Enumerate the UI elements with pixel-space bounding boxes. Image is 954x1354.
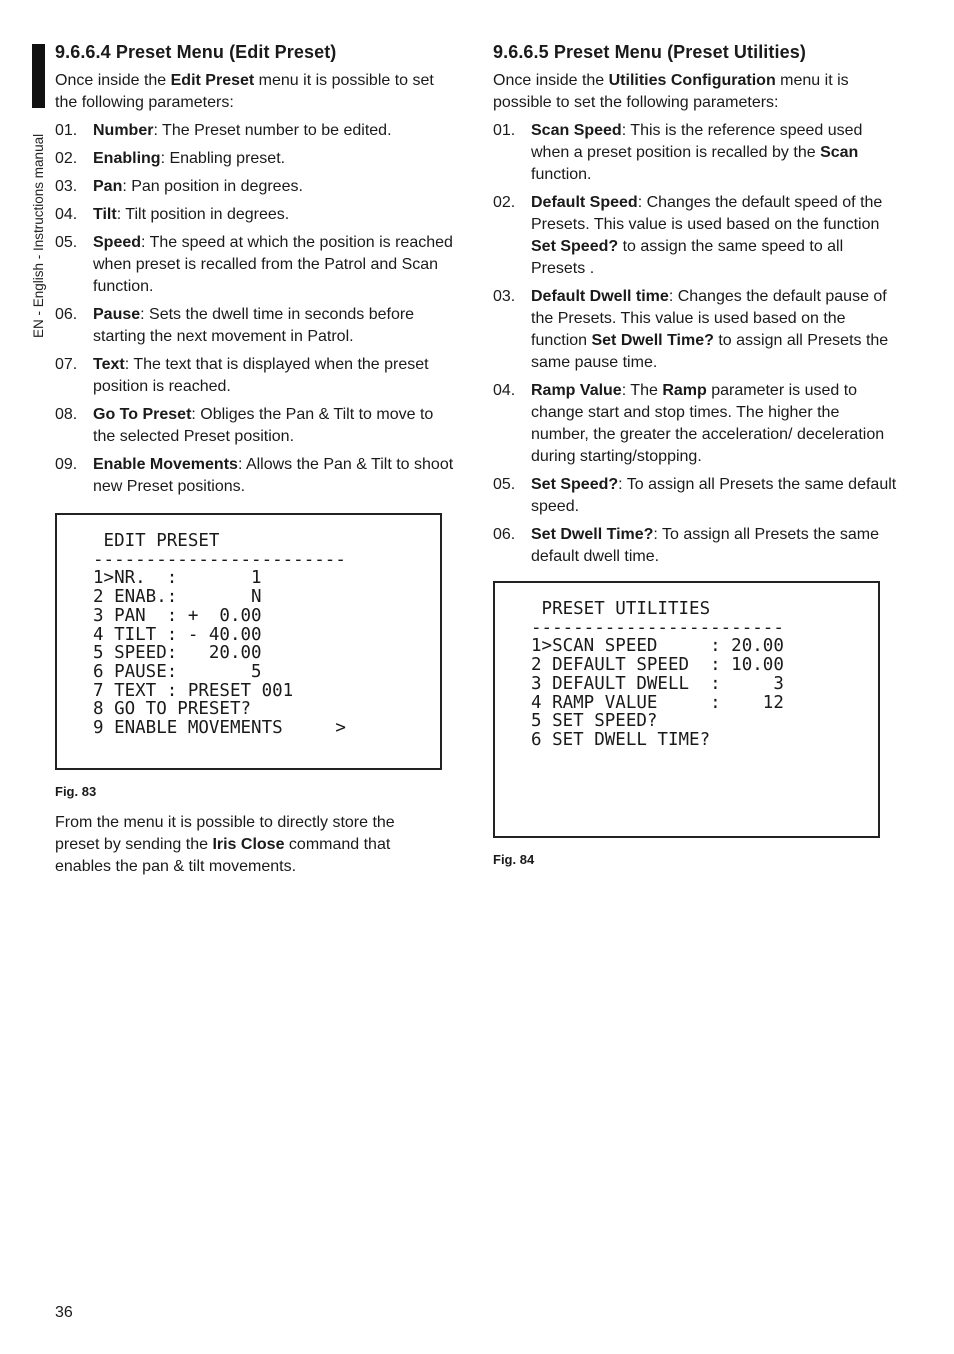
list-item: [493, 286, 898, 374]
osd-screen-preset-utilities: [493, 581, 880, 838]
osd-text: PRESET UTILITIES ------------------------ 1>SCAN SPEED : 20.00 2 DEFAULT SPEED : 10.00 3 DEFAULT DWELL : 3 4 RAMP VALUE : 12 5 SET SPEED? 6 SET DWELL TIME?: [531, 599, 784, 750]
list-item: [55, 120, 457, 142]
item-text: Pan: Pan position in degrees.: [93, 178, 303, 195]
intro-text: Once inside the Utilities Configuration menu it is possible to set the following parameters:: [493, 72, 849, 111]
item-number: 03.: [55, 178, 78, 195]
item-number: 05.: [55, 234, 78, 251]
section-heading-preset-utilities: 9.6.6.5 Preset Menu (Preset Utilities): [493, 42, 806, 62]
item-number: 03.: [493, 288, 516, 305]
item-text: Scan Speed: This is the reference speed used when a preset position is recalled by the Scan function.: [531, 122, 863, 183]
item-text: Default Dwell time: Changes the default pause of the Presets. This value is used based on the function Set Dwell Time? to assign all Presets the same pause time.: [531, 288, 889, 371]
item-number: 01.: [493, 122, 516, 139]
item-number: 06.: [55, 306, 78, 323]
left-column: [55, 40, 457, 504]
item-text: Go To Preset: Obliges the Pan & Tilt to move to the selected Preset position.: [93, 406, 434, 445]
item-text: Speed: The speed at which the position is reached when preset is recalled from the Patrol and Scan function.: [93, 234, 453, 295]
note-paragraph: From the menu it is possible to directly store the preset by sending the Iris Close command that enables the pan & tilt movements.: [55, 814, 395, 875]
item-number: 02.: [55, 150, 78, 167]
list-item: [55, 232, 457, 298]
item-number: 01.: [55, 122, 78, 139]
list-item: [55, 454, 457, 498]
item-number: 04.: [55, 206, 78, 223]
item-text: Pause: Sets the dwell time in seconds before starting the next movement in Patrol.: [93, 306, 415, 345]
section-heading-edit-preset: 9.6.6.4 Preset Menu (Edit Preset): [55, 42, 337, 62]
list-item: [55, 354, 457, 398]
osd-screen-edit-preset: [55, 513, 442, 770]
list-item: [55, 204, 457, 226]
item-number: 07.: [55, 356, 78, 373]
item-number: 04.: [493, 382, 516, 399]
item-text: Text: The text that is displayed when the preset position is reached.: [93, 356, 429, 395]
item-number: 08.: [55, 406, 78, 423]
list-item: [493, 192, 898, 280]
right-column: [493, 40, 898, 574]
side-label: EN - English - Instructions manual: [31, 133, 46, 338]
item-number: 06.: [493, 526, 516, 543]
list-item: [493, 120, 898, 186]
item-text: Default Speed: Changes the default speed of the Presets. This value is used based on the function Set Speed? to assign the same speed to all Presets .: [531, 194, 883, 277]
item-text: Enable Movements: Allows the Pan & Tilt to shoot new Preset positions.: [93, 456, 454, 495]
parameter-list: [55, 120, 457, 498]
list-item: [55, 176, 457, 198]
list-item: [493, 474, 898, 518]
list-item: [55, 404, 457, 448]
figure-caption: Fig. 84: [493, 852, 535, 867]
page-number: 36: [55, 1304, 73, 1321]
item-text: Set Dwell Time?: To assign all Presets the same default dwell time.: [531, 526, 879, 565]
list-item: [55, 148, 457, 170]
list-item: [493, 524, 898, 568]
item-text: Number: The Preset number to be edited.: [93, 122, 392, 139]
figure-caption: Fig. 83: [55, 784, 97, 799]
item-number: 05.: [493, 476, 516, 493]
parameter-list: [493, 120, 898, 568]
item-text: Tilt: Tilt position in degrees.: [93, 206, 290, 223]
item-text: Ramp Value: The Ramp parameter is used to change start and stop times. The higher the number, the greater the acceleration/ deceleration during starting/stopping.: [531, 382, 885, 465]
list-item: [55, 304, 457, 348]
item-number: 09.: [55, 456, 78, 473]
item-text: Enabling: Enabling preset.: [93, 150, 286, 167]
item-text: Set Speed?: To assign all Presets the same default speed.: [531, 476, 897, 515]
intro-text: Once inside the Edit Preset menu it is possible to set the following parameters:: [55, 72, 434, 111]
list-item: [493, 380, 898, 468]
sidebar-marker: [32, 44, 45, 108]
osd-text: EDIT PRESET ------------------------ 1>NR. : 1 2 ENAB.: N 3 PAN : + 0.00 4 TILT : - 40.00 5 SPEED: 20.00 6 PAUSE: 5 7 TEXT : PRESET 001 8 GO TO PRESET? 9 ENABLE MOVEMENTS >: [93, 531, 346, 739]
item-number: 02.: [493, 194, 516, 211]
